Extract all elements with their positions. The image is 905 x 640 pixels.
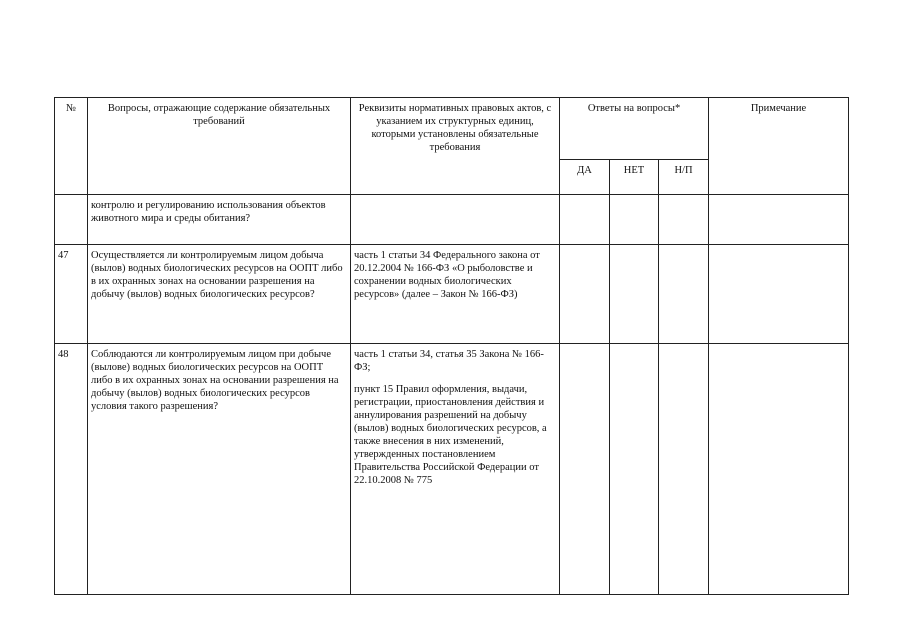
row-requisites (351, 344, 560, 595)
table-row (55, 245, 849, 344)
row-number (55, 195, 88, 245)
answer-no-cell[interactable] (610, 195, 659, 245)
header-note: Примечание (709, 98, 849, 195)
checklist-table (54, 97, 849, 595)
row-question: Соблюдаются ли контролируемым лицом при добыче (вылове) водных биологических ресурсов на ООПТ либо в их охранных зонах на основании разрешения на добычу (вылов) водных биологических ресурсов условия такого разрешения? (88, 344, 351, 595)
answer-na-cell[interactable] (659, 245, 709, 344)
header-no: НЕТ (610, 160, 659, 195)
row-requisites (351, 245, 560, 344)
header-requisites: Реквизиты нормативных правовых актов, с указанием их структурных единиц, которыми установлены обязательные требования (351, 98, 560, 195)
note-cell[interactable] (709, 245, 849, 344)
answer-na-cell[interactable] (659, 344, 709, 595)
answer-na-cell[interactable] (659, 195, 709, 245)
row-number: 48 (55, 344, 88, 595)
header-na: Н/П (659, 160, 709, 195)
row-number: 47 (55, 245, 88, 344)
note-cell[interactable] (709, 344, 849, 595)
answer-no-cell[interactable] (610, 344, 659, 595)
header-yes: ДА (560, 160, 610, 195)
header-answers: Ответы на вопросы* (560, 98, 709, 160)
note-cell[interactable] (709, 195, 849, 245)
requisite-text: часть 1 статьи 34 Федерального закона от 20.12.2004 № 166-ФЗ «О рыболовстве и сохранении водных биологических ресурсов» (далее – Закон № 166-ФЗ) (354, 250, 540, 300)
row-question: контролю и регулированию использования объектов животного мира и среды обитания? (88, 195, 351, 245)
answer-yes-cell[interactable] (560, 344, 610, 595)
answer-yes-cell[interactable] (560, 195, 610, 245)
row-question: Осуществляется ли контролируемым лицом добыча (вылов) водных биологических ресурсов на ООПТ либо в их охранных зонах на основании разрешения на добычу (вылов) водных биологических ресурсов? (88, 245, 351, 344)
header-num: № (55, 98, 88, 195)
table-row (55, 344, 849, 595)
header-questions: Вопросы, отражающие содержание обязательных требований (88, 98, 351, 195)
requisite-text: пункт 15 Правил оформления, выдачи, регистрации, приостановления действия и аннулирования разрешений на добычу (вылов) водных биологических ресурсов, а также внесения в них изменений, утвержденных постановлением Правительства Российской Федерации от 22.10.2008 № 775 (354, 384, 547, 486)
row-requisites (351, 195, 560, 245)
answer-no-cell[interactable] (610, 245, 659, 344)
answer-yes-cell[interactable] (560, 245, 610, 344)
requisite-text: часть 1 статьи 34, статья 35 Закона № 166-ФЗ; (354, 349, 544, 373)
table-row (55, 195, 849, 245)
